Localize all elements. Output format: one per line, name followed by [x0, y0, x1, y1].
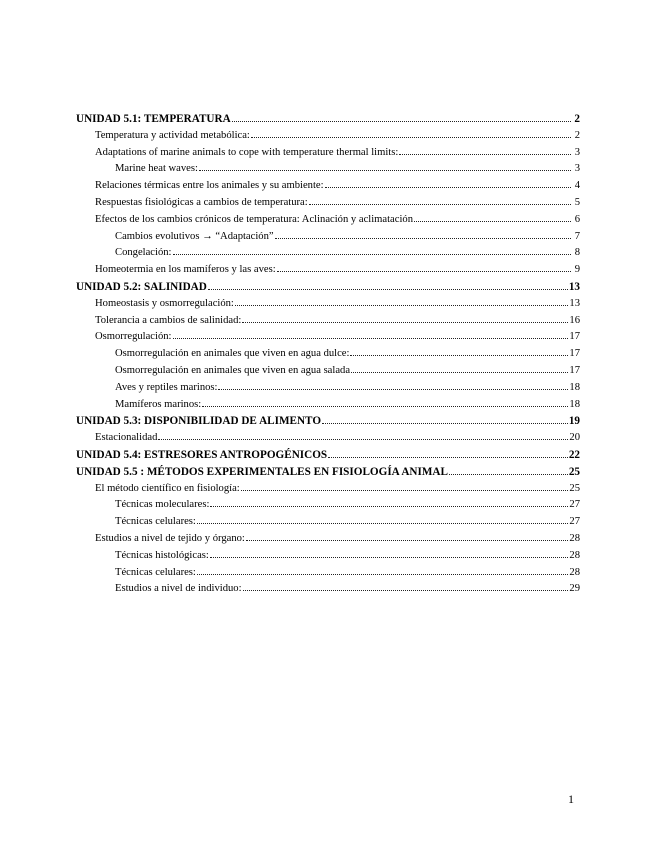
toc-entry-label: Adaptations of marine animals to cope with temperature thermal limits: [95, 146, 399, 158]
toc-section-entry[interactable] [76, 329, 580, 346]
toc-entry-page: 28 [569, 532, 580, 544]
toc-dot-leader [173, 338, 569, 339]
toc-subsection-entry[interactable] [76, 229, 580, 246]
toc-section-entry[interactable] [76, 313, 580, 330]
toc-entry-page: 29 [569, 583, 580, 595]
toc-dot-leader [246, 540, 569, 541]
toc-dot-leader [197, 523, 569, 524]
toc-entry-label: UNIDAD 5.1: TEMPERATURA [76, 113, 231, 125]
toc-entry-page: 17 [569, 348, 580, 360]
toc-subsection-entry[interactable] [76, 245, 580, 262]
toc-entry-label: Técnicas celulares: [115, 516, 196, 528]
toc-entry-label: Aves y reptiles marinos: [115, 381, 218, 393]
toc-dot-leader [277, 271, 571, 272]
toc-dot-leader [210, 506, 568, 507]
toc-entry-label: Osmorregulación: [95, 331, 172, 343]
toc-entry-page: 27 [569, 516, 580, 528]
toc-entry-label: Estacionalidad [95, 432, 158, 444]
toc-entry-label: Mamíferos marinos: [115, 398, 202, 410]
toc-entry-page: 2 [574, 113, 580, 125]
toc-dot-leader [414, 221, 571, 222]
toc-dot-leader [197, 574, 569, 575]
toc-entry-page: 2 [574, 129, 580, 141]
toc-section-entry[interactable] [76, 430, 580, 447]
toc-section-entry[interactable] [76, 531, 580, 548]
toc-entry-label: UNIDAD 5.2: SALINIDAD [76, 280, 207, 293]
toc-entry-label: Marine heat waves: [115, 163, 198, 175]
toc-subsection-entry[interactable] [76, 161, 580, 178]
toc-dot-leader [218, 389, 568, 390]
toc-dot-leader [232, 121, 571, 122]
toc-unit-entry[interactable] [76, 464, 580, 481]
toc-entry-label: Técnicas celulares: [115, 566, 196, 578]
toc-entry-label: El método científico en fisiología: [95, 482, 240, 494]
toc-entry-page: 6 [574, 213, 580, 225]
toc-entry-label: Técnicas histológicas: [115, 549, 209, 561]
toc-dot-leader [210, 557, 569, 558]
toc-unit-entry[interactable] [76, 413, 580, 430]
toc-entry-page: 27 [569, 499, 580, 511]
toc-entry-page: 8 [574, 247, 580, 259]
toc-entry-label: UNIDAD 5.3: DISPONIBILIDAD DE ALIMENTO [76, 415, 322, 428]
toc-entry-label: UNIDAD 5.5 : MÉTODOS EXPERIMENTALES EN FISIOLOGÍA ANIMAL [76, 465, 448, 478]
table-of-contents [76, 111, 580, 598]
toc-dot-leader [208, 289, 568, 290]
toc-dot-leader [251, 137, 571, 138]
toc-entry-label: Temperatura y actividad metabólica: [95, 129, 250, 141]
toc-entry-page: 13 [568, 280, 580, 293]
toc-entry-label: Estudios a nivel de tejido y órgano: [95, 532, 245, 544]
toc-section-entry[interactable] [76, 262, 580, 279]
toc-section-entry[interactable] [76, 195, 580, 212]
toc-entry-label: Relaciones térmicas entre los animales y su ambiente: [95, 180, 324, 192]
toc-dot-leader [158, 439, 568, 440]
toc-dot-leader [449, 474, 568, 475]
toc-section-entry[interactable] [76, 481, 580, 498]
toc-dot-leader [351, 372, 568, 373]
toc-entry-label: Efectos de los cambios crónicos de temperatura: Aclinación y aclimatación [95, 213, 413, 225]
toc-dot-leader [399, 154, 571, 155]
toc-entry-page: 19 [568, 415, 580, 428]
toc-section-entry[interactable] [76, 145, 580, 162]
toc-dot-leader [322, 423, 568, 424]
toc-section-entry[interactable] [76, 212, 580, 229]
toc-section-entry[interactable] [76, 178, 580, 195]
toc-dot-leader [173, 254, 572, 255]
toc-dot-leader [350, 355, 568, 356]
toc-entry-page: 16 [569, 314, 580, 326]
toc-entry-page: 28 [569, 566, 580, 578]
toc-dot-leader [242, 322, 568, 323]
toc-entry-label: Cambios evolutivos → “Adaptación” [115, 230, 274, 242]
toc-entry-page: 9 [574, 264, 580, 276]
toc-dot-leader [309, 204, 571, 205]
toc-entry-page: 5 [574, 196, 580, 208]
toc-unit-entry[interactable] [76, 111, 580, 128]
toc-subsection-entry[interactable] [76, 397, 580, 414]
toc-dot-leader [202, 406, 568, 407]
toc-dot-leader [325, 187, 571, 188]
toc-entry-page: 20 [569, 432, 580, 444]
toc-subsection-entry[interactable] [76, 514, 580, 531]
toc-section-entry[interactable] [76, 296, 580, 313]
toc-entry-label: Estudios a nivel de individuo: [115, 583, 242, 595]
toc-subsection-entry[interactable] [76, 497, 580, 514]
toc-unit-entry[interactable] [76, 279, 580, 296]
toc-dot-leader [199, 170, 571, 171]
toc-entry-label: Técnicas moleculares: [115, 499, 210, 511]
toc-dot-leader [328, 457, 568, 458]
toc-entry-label: Respuestas fisiológicas a cambios de temperatura: [95, 196, 308, 208]
toc-entry-label: UNIDAD 5.4: ESTRESORES ANTROPOGÉNICOS [76, 448, 328, 461]
toc-entry-page: 3 [574, 163, 580, 175]
toc-entry-label: Congelación: [115, 247, 172, 259]
toc-entry-page: 3 [574, 146, 580, 158]
toc-entry-page: 25 [569, 482, 580, 494]
toc-subsection-entry[interactable] [76, 565, 580, 582]
toc-subsection-entry[interactable] [76, 548, 580, 565]
toc-subsection-entry[interactable] [76, 380, 580, 397]
toc-subsection-entry[interactable] [76, 346, 580, 363]
toc-subsection-entry[interactable] [76, 363, 580, 380]
toc-entry-page: 13 [569, 297, 580, 309]
toc-entry-page: 4 [574, 180, 580, 192]
toc-dot-leader [275, 238, 571, 239]
toc-entry-label: Osmorregulación en animales que viven en agua salada [115, 364, 351, 376]
page-number: 1 [568, 792, 574, 806]
toc-entry-label: Tolerancia a cambios de salinidad: [95, 314, 242, 326]
toc-entry-page: 22 [568, 448, 580, 461]
toc-subsection-entry[interactable] [76, 581, 580, 598]
toc-dot-leader [243, 590, 569, 591]
toc-entry-page: 25 [568, 465, 580, 478]
toc-section-entry[interactable] [76, 128, 580, 145]
toc-dot-leader [241, 490, 569, 491]
toc-dot-leader [235, 305, 569, 306]
toc-entry-page: 17 [569, 331, 580, 343]
toc-entry-page: 17 [569, 364, 580, 376]
toc-unit-entry[interactable] [76, 447, 580, 464]
toc-entry-page: 18 [569, 398, 580, 410]
toc-entry-label: Homeostasis y osmorregulación: [95, 297, 234, 309]
toc-entry-page: 18 [569, 381, 580, 393]
toc-entry-page: 28 [569, 549, 580, 561]
toc-entry-label: Osmorregulación en animales que viven en agua dulce: [115, 348, 350, 360]
toc-entry-page: 7 [574, 230, 580, 242]
toc-entry-label: Homeotermia en los mamíferos y las aves: [95, 264, 276, 276]
